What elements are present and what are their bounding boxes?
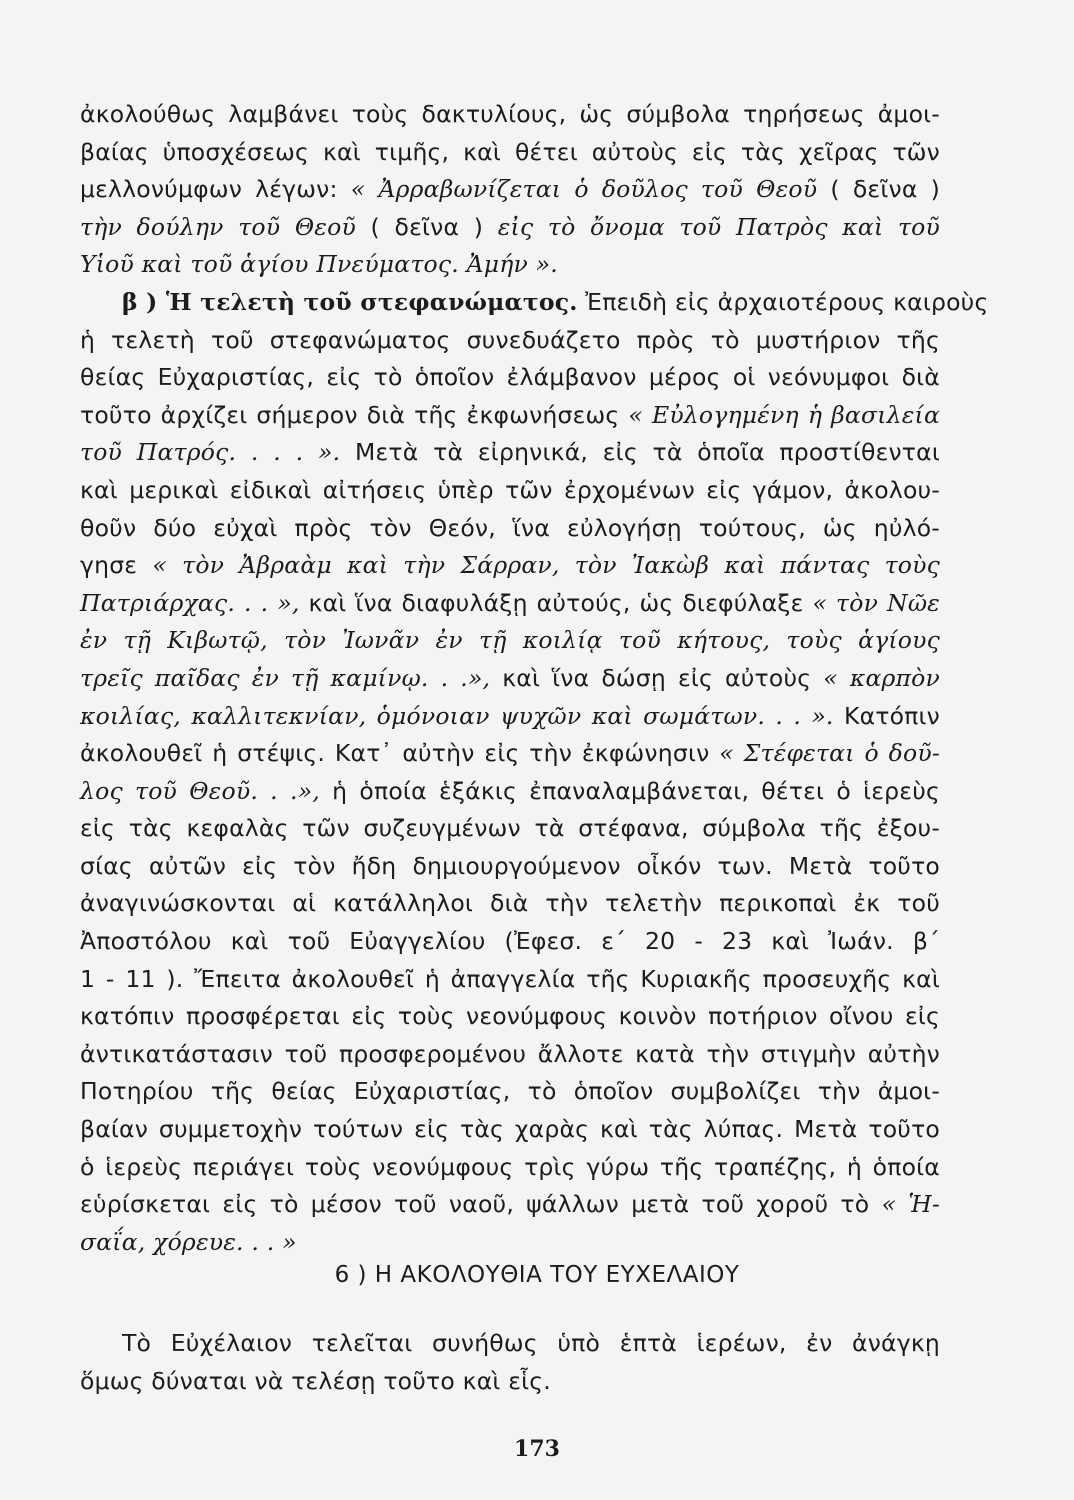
text-line: [80, 660, 940, 698]
text-line: Ἀποστόλου καὶ τοῦ Εὐαγγελίου (Ἐφεσ. ε΄ 20 - 23 καὶ Ἰωάν. β΄: [80, 927, 940, 956]
quote-run: τοῦ Πατρός. . . . ».: [80, 438, 341, 467]
quote-run: « Στέφεται ὁ δοῦ-: [719, 739, 940, 768]
quote-run: « τὸν Νῶε: [812, 588, 940, 617]
text-line: [80, 547, 940, 585]
text-line: Υἱοῦ καὶ τοῦ ἁγίου Πνεύματος. Ἀμήν ».: [80, 250, 558, 279]
text-line: ἐν τῇ Κιβωτῷ, τὸν Ἰωνᾶν ἐν τῇ κοιλίᾳ τοῦ κήτους, τοὺς ἁγίους: [80, 626, 940, 655]
quote-run: λος τοῦ Θεοῦ. . .»,: [80, 776, 320, 805]
text-line: καὶ μερικαὶ εἰδικαὶ αἰτήσεις ὑπὲρ τῶν ἐρχομένων εἰς γάμον, ἀκολου-: [80, 475, 940, 504]
text-run: Κατόπιν: [843, 701, 941, 730]
text-line: Ποτηρίου τῆς θείας Εὐχαριστίας, τὸ ὁποῖον συμβολίζει τὴν ἀμοι-: [80, 1077, 940, 1106]
text-run: Μετὰ τὰ εἰρηνικά, εἰς τὰ ὁποῖα προστίθενται: [355, 438, 941, 467]
text-run: καὶ ἵνα δώσῃ εἰς αὐτοὺς: [502, 663, 812, 692]
body-text: [80, 96, 989, 1261]
text-line: κατόπιν προσφέρεται εἰς τοὺς νεονύμφους κοινὸν ποτήριον οἴνου εἰς: [80, 1002, 940, 1031]
section-6-heading: 6 ) Η ΑΚΟΛΟΥΘΙΑ ΤΟΥ ΕΥΧΕΛΑΙΟΥ: [334, 1262, 740, 1288]
text-line: σαΐα, χόρευε. . . »: [80, 1227, 297, 1256]
text-line: [80, 209, 940, 247]
text-line: [80, 735, 940, 773]
quote-run: τὴν δούλην τοῦ Θεοῦ: [80, 212, 356, 241]
text-line: Τὸ Εὐχέλαιον τελεῖται συνήθως ὑπὸ ἑπτὰ ἱερέων, ἐν ἀνάγκῃ: [122, 1329, 940, 1357]
quote-run: κοιλίας, καλλιτεκνίαν, ὁμόνοιαν ψυχῶν καὶ σωμάτων. . . ».: [80, 701, 834, 730]
text-line: [80, 171, 940, 209]
text-run: ( δεῖνα ): [370, 212, 484, 241]
text-run: ἡ ὁποία ἑξάκις ἐπαναλαμβάνεται, θέτει ὁ ἱερεὺς: [332, 776, 940, 805]
quote-run: εἰς τὸ ὄνομα τοῦ Πατρὸς καὶ τοῦ: [497, 212, 941, 241]
text-line: [80, 284, 989, 322]
text-line: [80, 1186, 940, 1224]
quote-run: « καρπὸν: [823, 663, 941, 692]
text-line: [80, 585, 940, 623]
text-line: βαίας ὑποσχέσεως καὶ τιμῆς, καὶ θέτει αὐτοὺς εἰς τὰς χεῖρας τῶν: [80, 137, 940, 166]
text-line: 1 - 11 ). Ἔπειτα ἀκολουθεῖ ἡ ἀπαγγελία τῆς Κυριακῆς προσευχῆς καὶ: [80, 964, 940, 993]
text-line: βαίαν συμμετοχὴν τούτων εἰς τὰς χαρὰς καὶ τὰς λύπας. Μετὰ τοῦτο: [80, 1115, 940, 1144]
text-line: εἰς τὰς κεφαλὰς τῶν συζευγμένων τὰ στέφανα, σύμβολα τῆς ἐξου-: [80, 814, 940, 843]
text-line: θείας Εὐχαριστίας, εἰς τὸ ὁποῖον ἐλάμβανον μέρος οἱ νεόνυμφοι διὰ: [80, 363, 940, 392]
quote-run: « Ἡ-: [881, 1190, 941, 1219]
text-line: [80, 698, 940, 736]
text-line: θοῦν δύο εὐχαὶ πρὸς τὸν Θεόν, ἵνα εὐλογήσῃ τούτους, ὡς ηὐλό-: [80, 513, 940, 542]
page-number: 173: [514, 1436, 560, 1462]
text-run: μελλονύμφων λέγων:: [80, 175, 338, 204]
text-line: σίας αὐτῶν εἰς τὸν ἤδη δημιουργούμενον οἶκόν των. Μετὰ τοῦτο: [80, 851, 940, 880]
quote-run: Πατριάρχας. . . »,: [80, 588, 300, 617]
text-run: καὶ ἵνα διαφυλάξῃ αὐτούς, ὡς διεφύλαξε: [308, 588, 804, 617]
quote-run: « Εὐλογημένη ἡ βασιλεία: [628, 400, 941, 429]
text-line: ἀκολούθως λαμβάνει τοὺς δακτυλίους, ὡς σύμβολα τηρήσεως ἀμοι-: [80, 100, 940, 128]
text-line: ἀναγινώσκονται αἱ κατάλληλοι διὰ τὴν τελετὴν περικοπαὶ ἐκ τοῦ: [80, 889, 940, 918]
text-run: τοῦτο ἀρχίζει σήμερον διὰ τῆς ἐκφωνήσεως: [80, 400, 620, 429]
text-run: ( δεῖνα ): [830, 175, 941, 204]
text-run: εὑρίσκεται εἰς τὸ μέσον τοῦ ναοῦ, ψάλλων μετὰ τοῦ χοροῦ τὸ: [80, 1190, 870, 1219]
quote-run: « τὸν Ἀβραὰμ καὶ τὴν Σάρραν, τὸν Ἰακὼβ καὶ πάντας τοὺς: [152, 551, 941, 580]
text-line: [80, 773, 940, 811]
text-run: γησε: [80, 551, 138, 580]
text-line: [80, 397, 940, 435]
quote-run: τρεῖς παῖδας ἐν τῇ καμίνῳ. . .»,: [80, 663, 491, 692]
text-line: ἡ τελετὴ τοῦ στεφανώματος συνεδυάζετο πρὸς τὸ μυστήριον τῆς: [80, 325, 940, 354]
text-line: ὁ ἱερεὺς περιάγει τοὺς νεονύμφους τρὶς γύρω τῆς τραπέζης, ἡ ὁποία: [80, 1152, 940, 1181]
section-b-heading: β ) Ἡ τελετὴ τοῦ στεφανώματος.: [122, 287, 578, 316]
text-line: ὅμως δύναται νὰ τελέσῃ τοῦτο καὶ εἷς.: [80, 1366, 551, 1395]
text-line: ἀντικατάστασιν τοῦ προσφερομένου ἄλλοτε κατὰ τὴν στιγμὴν αὐτὴν: [80, 1039, 940, 1068]
text-run: Ἐπειδὴ εἰς ἀρχαιοτέρους καιροὺς: [585, 287, 989, 316]
quote-run: « Ἀρραβωνίζεται ὁ δοῦλος τοῦ Θεοῦ: [350, 175, 818, 204]
text-line: [80, 434, 940, 472]
section-6-body: [80, 1325, 940, 1400]
text-run: ἀκολουθεῖ ἡ στέψις. Κατ᾿ αὐτὴν εἰς τὴν ἐκφώνησιν: [80, 739, 710, 768]
